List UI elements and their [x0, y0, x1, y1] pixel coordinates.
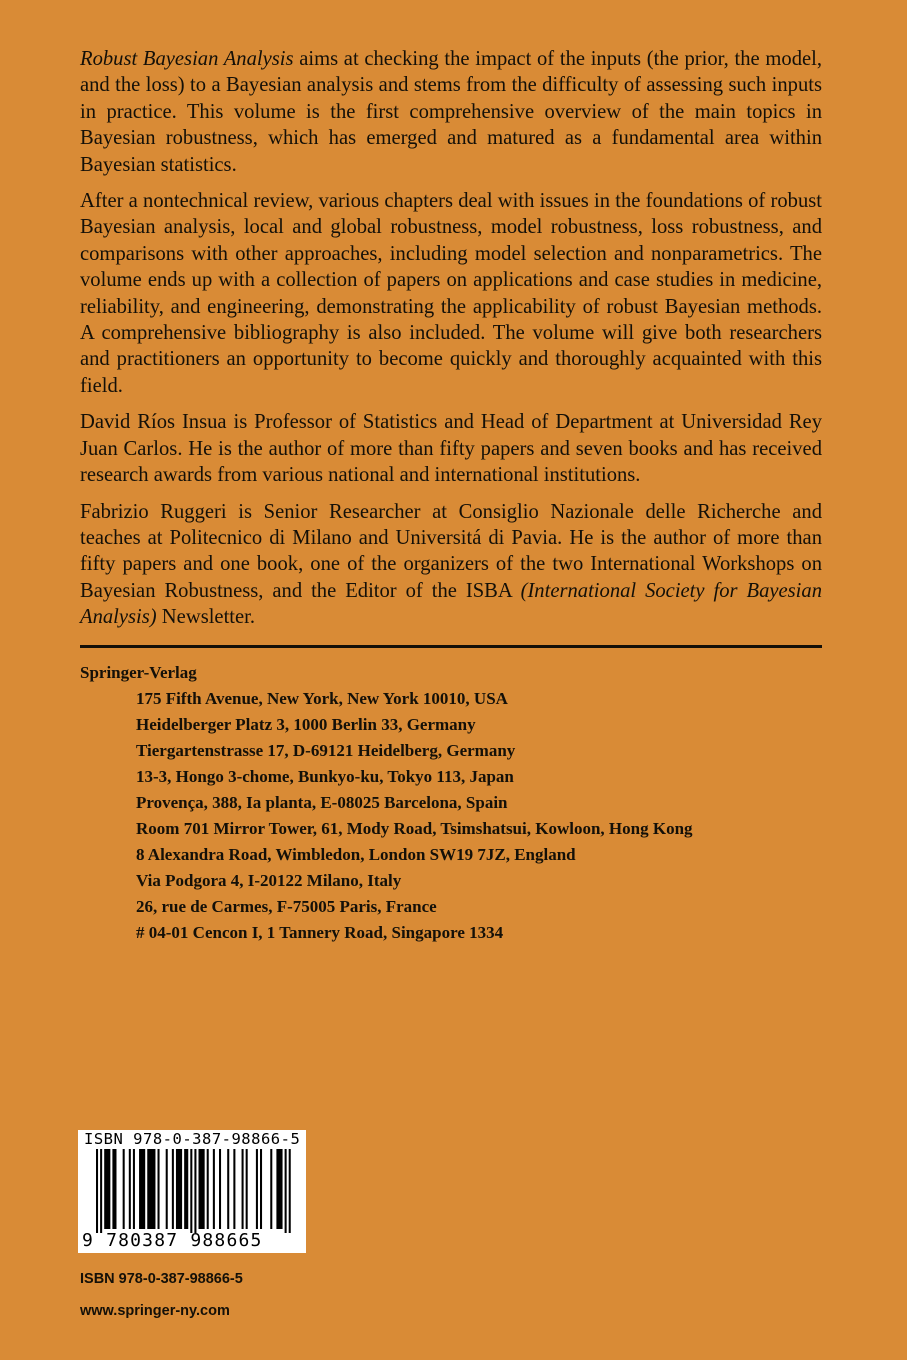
publisher-website: www.springer-ny.com — [80, 1303, 230, 1319]
back-cover-text — [80, 46, 822, 641]
barcode-bar — [260, 1149, 262, 1229]
barcode-bar — [213, 1149, 215, 1229]
author-bio-ruggeri — [80, 499, 822, 631]
blurb-paragraph-2: After a nontechnical review, various chapters deal with issues in the foundations of robust Bayesian analysis, local and global robustness, model robustness, loss robustness, and comparisons with other approaches, including model selection and nonparametrics. The volume ends up with a collection of papers on applications and case studies in medicine, reliability, and engineering, demonstrating the applicability of robust Bayesian methods. A comprehensive bibliography is also included. The volume will give both researchers and practitioners an opportunity to become quickly and thoroughly acquainted with this field. — [80, 190, 822, 397]
author-bio-insua: David Ríos Insua is Professor of Statistics and Head of Department at Universidad Rey Juan Carlos. He is the author of more than fifty papers and seven books and has received research awards from various national and international institutions. — [80, 411, 822, 487]
barcode-bar — [112, 1149, 116, 1229]
barcode-bar — [246, 1149, 248, 1229]
barcode-bar — [104, 1149, 110, 1229]
barcode-bar — [129, 1149, 131, 1229]
barcode-bar — [233, 1149, 235, 1229]
barcode-bar — [166, 1149, 168, 1229]
barcode-bar — [147, 1149, 155, 1229]
address-line: # 04-01 Cencon I, 1 Tannery Road, Singapore 1334 — [136, 923, 504, 942]
address-line: Provença, 388, Ia planta, E-08025 Barcelona, Spain — [136, 793, 508, 812]
book-title: Robust Bayesian Analysis — [80, 48, 294, 70]
barcode-bar — [172, 1149, 174, 1229]
barcode-bars — [78, 1149, 306, 1233]
barcode-bar — [289, 1149, 291, 1233]
address-line: 26, rue de Carmes, F-75005 Paris, France — [136, 897, 437, 916]
publisher-addresses — [136, 686, 693, 946]
address-line: 13-3, Hongo 3-chome, Bunkyo-ku, Tokyo 113, Japan — [136, 767, 514, 786]
barcode-bar — [184, 1149, 188, 1229]
barcode-bar — [270, 1149, 272, 1229]
barcode-bar — [219, 1149, 221, 1229]
barcode-bar — [242, 1149, 244, 1229]
publisher-name: Springer-Verlag — [80, 663, 197, 682]
barcode-digits: 9 780387 988665 — [82, 1230, 263, 1251]
isba-full-name: (International Society for Bayesian Analysis) — [80, 579, 822, 629]
ruggeri-text-end: Newsletter. — [156, 606, 256, 629]
barcode-bar — [139, 1149, 145, 1229]
isbn-footer: ISBN 978-0-387-98866-5 — [80, 1271, 243, 1287]
barcode-isbn-text: ISBN 978-0-387-98866-5 — [84, 1130, 301, 1148]
barcode-bar — [158, 1149, 160, 1229]
address-line: Tiergartenstrasse 17, D-69121 Heidelberg, Germany — [136, 741, 516, 760]
barcode-bar — [256, 1149, 258, 1229]
address-line: Via Podgora 4, I-20122 Milano, Italy — [136, 871, 402, 890]
barcode-bar — [123, 1149, 125, 1229]
address-line: Room 701 Mirror Tower, 61, Mody Road, Tsimshatsui, Kowloon, Hong Kong — [136, 819, 693, 838]
barcode-bar — [199, 1149, 205, 1229]
blurb-paragraph-1 — [80, 46, 822, 178]
ruggeri-text: Fabrizio Ruggeri is Senior Researcher at Consiglio Nazionale delle Richerche and teaches at Politecnico di Milano and Universitá di Pavia. He is the author of more than fifty papers and one book, one of the organizers of the two International Workshops on Bayesian Robustness, and the Editor of the ISBA — [80, 500, 822, 602]
isbn-barcode — [78, 1130, 306, 1253]
address-line: Heidelberger Platz 3, 1000 Berlin 33, Germany — [136, 715, 476, 734]
barcode-bar — [227, 1149, 229, 1229]
barcode-bar — [190, 1149, 192, 1233]
blurb-paragraph-1-text: aims at checking the impact of the inputs (the prior, the model, and the loss) to a Bayesian analysis and stems from the difficulty of assessing such inputs in practice. This volume is the first comprehensive overview of the main topics in Bayesian robustness, which has emerged and matured as a fundamental area within Bayesian statistics. — [80, 48, 823, 176]
barcode-bar — [133, 1149, 135, 1229]
address-line: 8 Alexandra Road, Wimbledon, London SW19 7JZ, England — [136, 845, 576, 864]
barcode-bar — [176, 1149, 182, 1229]
barcode-bar — [285, 1149, 287, 1233]
barcode-bar — [96, 1149, 98, 1233]
barcode-bar — [207, 1149, 209, 1229]
barcode-bar — [100, 1149, 102, 1233]
barcode-bar — [194, 1149, 196, 1233]
address-line: 175 Fifth Avenue, New York, New York 10010, USA — [136, 689, 508, 708]
barcode-bar — [276, 1149, 282, 1229]
divider-rule — [80, 645, 822, 648]
